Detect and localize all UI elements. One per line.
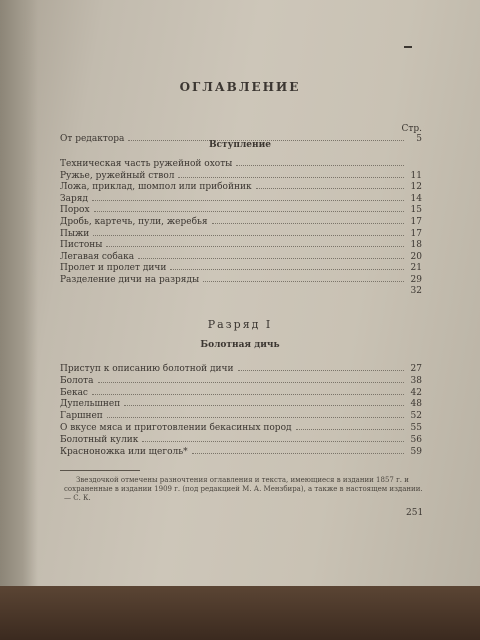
toc-entry — [60, 445, 422, 458]
toc-entry-title: Болотный кулик — [60, 434, 139, 445]
toc-entry — [60, 285, 422, 298]
toc-leader — [178, 169, 404, 178]
toc-leader — [238, 362, 404, 371]
toc-leader — [212, 215, 404, 224]
toc-leader — [296, 421, 404, 430]
toc-entry-title: Пистоны — [60, 240, 103, 251]
toc-leader — [94, 203, 404, 212]
toc-entry-page: 55 — [410, 423, 422, 433]
toc-entry-title: Разделение дичи на разряды — [60, 275, 200, 285]
toc-entry-page: 42 — [410, 387, 422, 398]
toc-entry-title: Техническая часть ружейной охоты — [60, 159, 233, 169]
toc-leader — [107, 409, 404, 418]
toc-entry-title: Дупельшнеп — [60, 399, 121, 410]
toc-entry-page: 18 — [410, 240, 422, 251]
toc-entry-page: 20 — [410, 251, 422, 262]
toc-entry-title: Приступ к описанию болотной дичи — [60, 364, 234, 374]
toc-entry-title: Красноножка или щеголь* — [60, 446, 188, 457]
toc-leader — [142, 433, 404, 442]
toc-entry-title: Болота — [60, 375, 94, 386]
toc-entry-title: Дробь, картечь, пули, жеребья — [60, 217, 208, 227]
toc-entry-page: 38 — [410, 375, 422, 386]
toc-entry-page: 21 — [410, 263, 422, 274]
toc-entry-page: 32 — [410, 285, 422, 296]
page-title: ОГЛАВЛЕНИЕ — [179, 80, 301, 94]
toc-entry-title: Заряд — [60, 193, 88, 204]
toc-entry-title: Ложа, приклад, шомпол или прибойник — [60, 182, 252, 193]
toc-leader — [170, 261, 404, 270]
toc-leader — [192, 445, 404, 454]
page-mark — [404, 46, 412, 48]
page-number: 251 — [406, 508, 424, 518]
toc-leader — [92, 192, 404, 201]
section-subheading: Болотная дичь — [200, 340, 280, 350]
toc-entry-title: Пыжи — [60, 228, 90, 239]
toc-entry-page: 59 — [410, 446, 422, 457]
table-background — [0, 586, 480, 640]
toc-entry-title: Гаршнеп — [60, 411, 103, 422]
toc-leader — [98, 374, 404, 383]
toc-entry-page: 12 — [410, 182, 422, 193]
page-column-header: Стр. — [401, 124, 422, 134]
toc-leader — [203, 273, 404, 282]
toc-leader — [138, 250, 404, 259]
section-heading: Разряд I — [207, 318, 273, 331]
toc-entry-title: Легавая собака — [60, 251, 135, 262]
toc-leader — [236, 157, 404, 166]
toc-leader — [93, 227, 404, 236]
toc-entry-title: Пролет и пролет дичи — [60, 263, 167, 274]
intro-heading: Вступление — [208, 140, 272, 150]
footnote: Звездочкой отмечены разночтения оглавления и текста, имеющиеся в издании 1857 г. и сохраненные в издании 1909 г. (под редакцией М. А. Мензбира), а также в настоящем издании. — С. К. — [64, 476, 423, 502]
toc-entry-page: 5 — [416, 134, 422, 144]
toc-leader — [124, 397, 404, 406]
toc-entry-page: 17 — [410, 217, 422, 227]
toc-leader — [106, 238, 404, 247]
toc-leader — [64, 285, 404, 293]
toc-entry-editor — [60, 124, 422, 144]
toc-leader — [92, 386, 404, 395]
toc-entry-page: 48 — [410, 399, 422, 410]
toc-entry-title: Ружье, ружейный ствол — [60, 170, 175, 181]
toc-entry-title: Порох — [60, 205, 90, 216]
toc-entry-title: От редактора — [60, 134, 125, 144]
toc-entry-page: 15 — [410, 205, 422, 216]
toc-entry-page: 27 — [410, 364, 422, 374]
footnote-rule — [60, 470, 140, 471]
toc-entry-page: 56 — [410, 434, 422, 445]
toc-entry-page: 52 — [410, 411, 422, 422]
toc-entry-page: 17 — [410, 228, 422, 239]
toc-entry-page: 14 — [410, 193, 422, 204]
toc-entry-title: О вкусе мяса и приготовлении бекасиных пород — [60, 423, 292, 433]
toc-entry-page: 11 — [410, 170, 422, 181]
toc-entry-page: 29 — [410, 275, 422, 285]
toc-leader — [256, 180, 404, 189]
toc-entry-title: Бекас — [60, 387, 88, 398]
